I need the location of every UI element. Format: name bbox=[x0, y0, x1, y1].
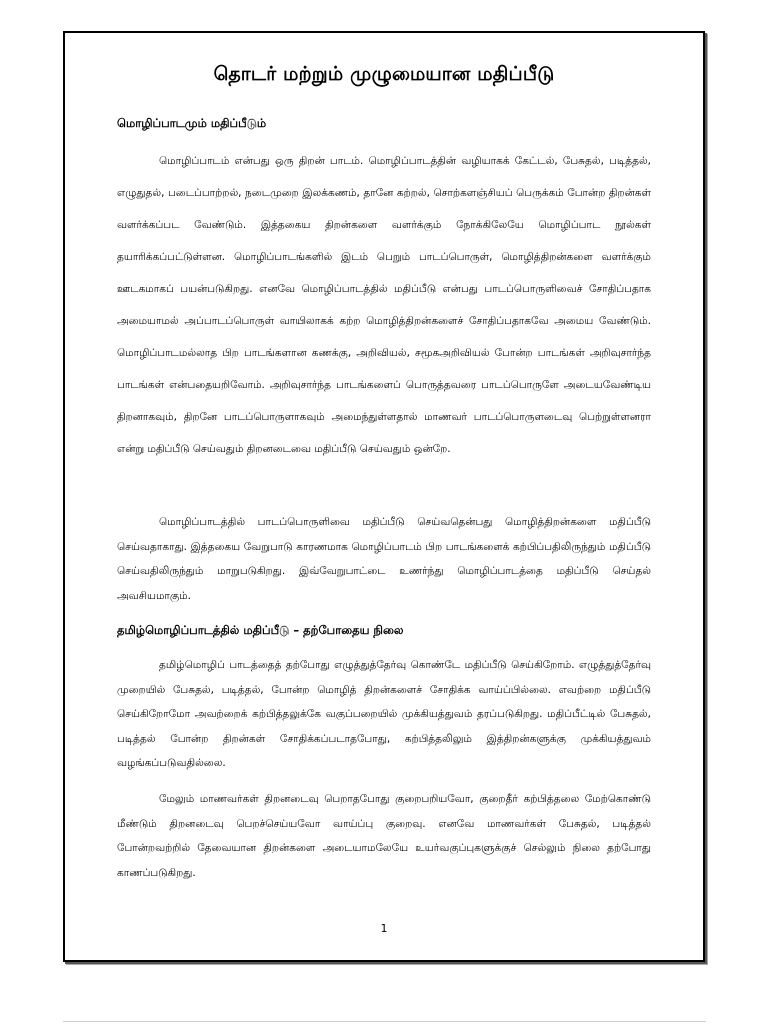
section-heading-current-status: தமிழ்மொழிப்பாடத்தில் மதிப்பீடு – தற்போதைய நிலை bbox=[117, 623, 404, 637]
page-number: 1 bbox=[380, 922, 388, 935]
paragraph: மொழிப்பாடம் என்பது ஒரு திறன் பாடம். மொழிப்பாடத்தின் வழியாகக் கேட்டல், பேசுதல், படித்தல், எழுதுதல், படைப்பாற்றல், நடைமுறை இலக்கணம், தானே கற்றல், சொற்களஞ்சியப் பெருக்கம் போன்ற திறன்கள் வளர்க்கப்பட வேண்டும். இத்தகைய திறன்களை வளர்க்கும் நோக்கிலேயே மொழிப்பாட நூல்கள் தயாரிக்கப்பட்டுள்ளன. மொழிப்பாடங்களில் இடம் பெறும் பாடப்பொருள், மொழித்திறன்களை வளர்க்கும் ஊடகமாகப் பயன்படுகிறது. எனவே மொழிப்பாடத்தில் மதிப்பீடு என்பது பாடப்பொருளிவைச் சோதிப்பதாக அமையாமல் அப்பாடப்பொருள் வாயிலாகக் கற்ற மொழித்திறன்களைச் சோதிப்பதாகவே அமைய வேண்டும். மொழிப்பாடமல்லாத பிற பாடங்களான கணக்கு, அறிவியல், சமூகஅறிவியல் போன்ற பாடங்கள் அறிவுசார்ந்த பாடங்கள் என்பதையறிவோம். அறிவுசார்ந்த பாடங்களைப் பொருத்தவரை பாடப்பொருளே அடையவேண்டிய திறனாகவும், திறனே பாடப்பொருளாகவும் அமைந்துள்ளதால் மாணவர் பாடப்பொருளடைவு பெற்றுள்ளனரா என்று மதிப்பீடு செய்வதும் திறனடைவை மதிப்பீடு செய்வதும் ஒன்றே. bbox=[117, 155, 651, 455]
page-title: தொடர் மற்றும் முழுமையான மதிப்பீடு bbox=[213, 63, 555, 85]
paragraph: மொழிப்பாடத்தில் பாடப்பொருளிவை மதிப்பீடு செய்வதென்பது மொழித்திறன்களை மதிப்பீடு செய்வதாகாது. இத்தகைய வேறுபாடு காரணமாக மொழிப்பாடம் பிற பாடங்களைக் கற்பிப்பதிலிருந்தும் மதிப்பீடு செய்வதிலிருந்தும் மாறுபடுகிறது. இவ்வேறுபாட்டை உணர்ந்து மொழிப்பாடத்தை மதிப்பீடு செய்தல் அவசியமாகும். bbox=[117, 516, 651, 602]
section-heading-language-assessment: மொழிப்பாடமும் மதிப்பீடும் bbox=[117, 116, 267, 130]
page-divider bbox=[63, 1021, 706, 1022]
paragraph: மேலும் மாணவர்கள் திறனடைவு பெறாதபோது குறைபறியவோ, குறைதீர் கற்பித்தலை மேற்கொண்டு மீண்டும் திறனடைவு பெறச்செய்யவோ வாய்ப்பு குறைவு. எனவே மாணவர்கள் பேசுதல், படித்தல் போன்றவற்றில் தேவையான திறன்களை அடையாமலேயே உயர்வகுப்புகளுக்குச் செல்லும் நிலை தற்போது காணப்படுகிறது. bbox=[117, 793, 651, 879]
paragraph: தமிழ்மொழிப் பாடத்தைத் தற்போது எழுத்துத்தேர்வு கொண்டே மதிப்பீடு செய்கிறோம். எழுத்துத்தேர்வு முறையில் பேசுதல், படித்தல், போன்ற மொழித் திறன்களைச் சோதிக்க வாய்ப்பில்லை. எவற்றை மதிப்பீடு செய்கிறோமோ அவற்றைக் கற்பித்தலுக்கே வகுப்பறையில் முக்கியத்துவம் தரப்படுகிறது. மதிப்பீட்டில் பேசுதல், படித்தல் போன்ற திறன்கள் சோதிக்கப்படாதபோது, கற்பித்தலிலும் இத்திறன்களுக்கு முக்கியத்துவம் வழங்கப்படுவதில்லை. bbox=[117, 659, 651, 769]
document-page bbox=[63, 31, 705, 962]
